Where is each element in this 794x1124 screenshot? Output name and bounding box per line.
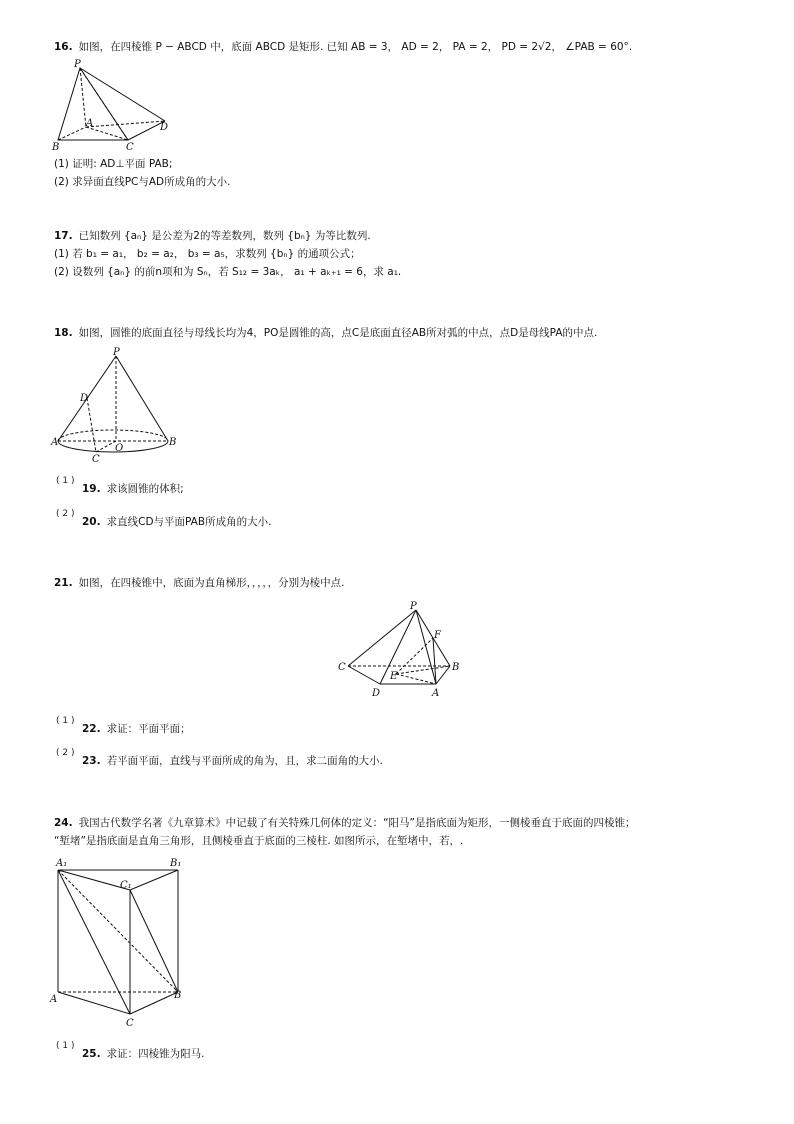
- q18-label-o: O: [115, 443, 124, 454]
- q24-label-a: A: [50, 994, 58, 1005]
- q18-label-c: C: [92, 454, 100, 465]
- q24-label-a1: A₁: [56, 858, 68, 869]
- q16-label-d: D: [160, 122, 169, 133]
- q21-label-p: P: [410, 601, 417, 612]
- q24-number: 24.: [54, 817, 73, 829]
- q18-number: 18.: [54, 327, 73, 339]
- q18-stem: 18. 如图，圆锥的底面直径与母线长均为4，PO是圆锥的高，点C是底面直径AB所对弧的中点，点D是母线PA的中点.: [54, 327, 598, 339]
- q21-edge-pc: [348, 610, 416, 666]
- q21-segment-eb: [396, 666, 450, 674]
- q24-edge-c1b1: [130, 870, 178, 890]
- q18-generatrix-pb: [116, 356, 168, 441]
- q16-part2: (2) 求异面直线PC与AD所成角的大小.: [54, 176, 231, 188]
- q21-number: 21.: [54, 577, 73, 589]
- q18-label-d: D: [80, 393, 89, 404]
- q24-stem-line2: “堑堵”是指底面是直角三角形，且侧棱垂直于底面的三棱柱. 如图所示，在堑堵中，若，.: [54, 835, 464, 847]
- q21-edge-pa: [416, 610, 436, 684]
- q21-edge-pd: [380, 610, 416, 684]
- q24-figure: [50, 852, 190, 1028]
- q16-label-a: A: [86, 118, 94, 129]
- q21-edge-ab: [436, 666, 450, 684]
- q17-stem: 17. 已知数列 {aₙ} 是公差为2的等差数列，数列 {bₙ} 为等比数列.: [54, 230, 371, 242]
- q21-label-c: C: [338, 662, 346, 673]
- q18-figure: [52, 348, 182, 464]
- q21-segment-ef: [396, 638, 433, 674]
- q24-sub1-mark: ( 1 ): [56, 1041, 75, 1051]
- q18-sub1-mark: ( 1 ): [56, 476, 75, 486]
- q21-label-e: E: [390, 671, 398, 682]
- q17-part2: (2) 设数列 {aₙ} 的前n项和为 Sₙ，若 S₁₂ = 3aₖ， a₁ + aₖ₊₁ = 6，求 a₁.: [54, 266, 402, 278]
- q18-label-a: A: [51, 437, 59, 448]
- q16-edge-ad: [86, 121, 165, 127]
- q17-number: 17.: [54, 230, 73, 242]
- q21-sub1: 22. 求证：平面平面；: [82, 723, 191, 735]
- q16-label-p: P: [74, 59, 81, 70]
- q24-edge-cb: [130, 992, 178, 1014]
- q24-label-c: C: [126, 1018, 134, 1029]
- q21-sub2: 23. 若平面平面，直线与平面所成的角为，且，求二面角的大小.: [82, 755, 383, 767]
- q21-stem: 21. 如图，在四棱锥中，底面为直角梯形，，，，，分别为棱中点.: [54, 577, 345, 589]
- q16-number: 16.: [54, 41, 73, 53]
- q18-sub1: 19. 求该圆锥的体积;: [82, 483, 184, 495]
- q16-part1: (1) 证明: AD⊥平面 PAB;: [54, 158, 173, 170]
- q21-sub1-mark: ( 1 ): [56, 716, 75, 726]
- q18-base-back-arc: [58, 430, 168, 441]
- q21-label-b: B: [452, 662, 460, 673]
- q18-sub2-mark: ( 2 ): [56, 509, 75, 519]
- q24-diag-c1b: [130, 890, 178, 992]
- q16-stem: 16. 如图，在四棱锥 P − ABCD 中，底面 ABCD 是矩形. 已知 AB = 3， AD = 2， PA = 2， PD = 2√2， ∠PAB = 60°.: [54, 41, 633, 53]
- q16-edge-pd: [80, 68, 165, 121]
- q24-sub1: 25. 求证：四棱锥为阳马.: [82, 1048, 205, 1060]
- q24-diag-a1b: [58, 870, 178, 992]
- q18-segment-co: [96, 441, 116, 452]
- q16-label-b: B: [52, 142, 60, 153]
- q21-sub2-mark: ( 2 ): [56, 748, 75, 758]
- q16-edge-ba: [58, 127, 86, 140]
- q16-figure: [50, 58, 180, 153]
- q21-label-f: F: [434, 630, 441, 641]
- q17-part1: (1) 若 b₁ = a₁， b₂ = a₂， b₃ = a₅，求数列 {bₙ} 的通项公式；: [54, 248, 361, 260]
- q24-label-b: B: [174, 990, 182, 1001]
- q21-figure: [330, 598, 465, 700]
- q21-edge-cd: [348, 666, 380, 684]
- q24-label-b1: B₁: [170, 858, 182, 869]
- q18-sub2: 20. 求直线CD与平面PAB所成角的大小.: [82, 516, 272, 528]
- q21-label-d: D: [372, 688, 381, 699]
- q18-label-p: P: [113, 347, 120, 358]
- q16-label-c: C: [126, 142, 134, 153]
- q18-base-front-arc: [58, 441, 168, 452]
- q24-label-c1: C₁: [120, 880, 132, 891]
- q24-stem-line1: 24. 我国古代数学名著《九章算术》中记载了有关特殊几何体的定义：“阳马”是指底面为矩形，一侧棱垂直于底面的四棱锥；: [54, 817, 636, 829]
- q21-label-a: A: [432, 688, 440, 699]
- q24-edge-ac: [58, 992, 130, 1014]
- q18-label-b: B: [169, 437, 177, 448]
- q21-segment-ea: [396, 674, 436, 684]
- q18-segment-dc: [87, 398, 96, 452]
